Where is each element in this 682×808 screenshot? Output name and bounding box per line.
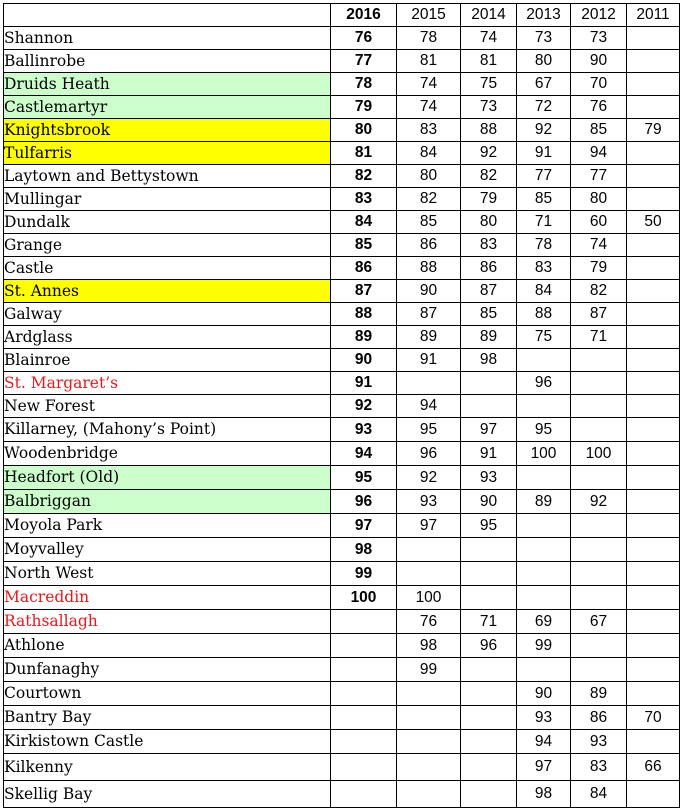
rank-cell-2016: 98 [331, 538, 397, 562]
rank-cell-2014 [461, 781, 517, 808]
table-row [4, 96, 680, 119]
rank-cell-2014: 88 [461, 119, 517, 142]
rank-cell-2012: 89 [571, 682, 627, 706]
rank-cell-2015 [397, 754, 461, 781]
rank-cell-2015 [397, 706, 461, 730]
table-row [4, 211, 680, 234]
rank-cell-2014: 71 [461, 610, 517, 634]
rank-cell-2013 [517, 349, 571, 372]
rank-cell-2013: 77 [517, 165, 571, 188]
rank-cell-2012 [571, 514, 627, 538]
course-name-cell: Tulfarris [4, 142, 331, 165]
rank-cell-2011: 50 [627, 211, 680, 234]
rank-cell-2012 [571, 634, 627, 658]
rank-cell-2015: 84 [397, 142, 461, 165]
rank-cell-2015 [397, 372, 461, 395]
rank-cell-2016: 90 [331, 349, 397, 372]
rank-cell-2012: 90 [571, 50, 627, 73]
rank-cell-2012: 83 [571, 754, 627, 781]
rank-cell-2011 [627, 27, 680, 50]
rank-cell-2013: 91 [517, 142, 571, 165]
rank-cell-2015: 85 [397, 211, 461, 234]
rank-cell-2011 [627, 257, 680, 280]
rank-cell-2012: 92 [571, 490, 627, 514]
rank-cell-2015: 89 [397, 326, 461, 349]
course-name-cell: New Forest [4, 395, 331, 418]
rank-cell-2014 [461, 730, 517, 754]
rank-cell-2013: 83 [517, 257, 571, 280]
rank-cell-2012: 73 [571, 27, 627, 50]
rank-cell-2012: 77 [571, 165, 627, 188]
table-row [4, 706, 680, 730]
rank-cell-2015 [397, 682, 461, 706]
rank-cell-2013: 75 [517, 326, 571, 349]
table-row [4, 188, 680, 211]
course-name-cell: Castlemartyr [4, 96, 331, 119]
rank-cell-2013: 94 [517, 730, 571, 754]
rank-cell-2011: 79 [627, 119, 680, 142]
rank-cell-2013: 84 [517, 280, 571, 303]
header-cell-2012: 2012 [571, 4, 627, 27]
table-row [4, 610, 680, 634]
rank-cell-2016: 84 [331, 211, 397, 234]
rank-cell-2013: 80 [517, 50, 571, 73]
rank-cell-2011 [627, 538, 680, 562]
rank-cell-2012 [571, 349, 627, 372]
rank-cell-2016: 92 [331, 395, 397, 418]
course-name-cell: Killarney, (Mahony’s Point) [4, 418, 331, 442]
course-name-cell: Kilkenny [4, 754, 331, 781]
header-row [4, 4, 680, 27]
rank-cell-2016: 97 [331, 514, 397, 538]
table-row [4, 466, 680, 490]
rank-cell-2013 [517, 395, 571, 418]
course-name-cell: Dundalk [4, 211, 331, 234]
rank-cell-2014: 96 [461, 634, 517, 658]
rank-cell-2012: 82 [571, 280, 627, 303]
rank-cell-2012: 76 [571, 96, 627, 119]
course-name-cell: Druids Heath [4, 73, 331, 96]
table-row [4, 119, 680, 142]
course-name-cell: North West [4, 562, 331, 586]
rank-cell-2011 [627, 658, 680, 682]
rank-cell-2011 [627, 730, 680, 754]
rank-cell-2011 [627, 188, 680, 211]
rank-cell-2011 [627, 634, 680, 658]
rank-cell-2016: 93 [331, 418, 397, 442]
rank-cell-2015: 94 [397, 395, 461, 418]
table-row [4, 73, 680, 96]
rank-cell-2014: 89 [461, 326, 517, 349]
rank-cell-2012 [571, 466, 627, 490]
rank-cell-2011 [627, 280, 680, 303]
table-row [4, 634, 680, 658]
rank-cell-2014: 86 [461, 257, 517, 280]
rank-cell-2015 [397, 538, 461, 562]
rank-cell-2016 [331, 754, 397, 781]
rank-cell-2011 [627, 96, 680, 119]
rank-cell-2012: 100 [571, 442, 627, 466]
rank-cell-2011 [627, 466, 680, 490]
course-name-cell: Kirkistown Castle [4, 730, 331, 754]
rank-cell-2015: 74 [397, 73, 461, 96]
course-name-cell: Knightsbrook [4, 119, 331, 142]
rank-cell-2012 [571, 586, 627, 610]
course-name-cell: Skellig Bay [4, 781, 331, 808]
rank-cell-2014: 98 [461, 349, 517, 372]
rank-cell-2014: 80 [461, 211, 517, 234]
rank-cell-2015: 93 [397, 490, 461, 514]
rank-cell-2016 [331, 682, 397, 706]
course-name-cell: Macreddin [4, 586, 331, 610]
rank-cell-2011 [627, 610, 680, 634]
rank-cell-2013 [517, 586, 571, 610]
rank-cell-2016: 100 [331, 586, 397, 610]
rank-cell-2011: 70 [627, 706, 680, 730]
rank-cell-2016: 80 [331, 119, 397, 142]
rank-cell-2016 [331, 658, 397, 682]
table-row [4, 165, 680, 188]
rank-cell-2014 [461, 395, 517, 418]
rank-cell-2013: 71 [517, 211, 571, 234]
rank-cell-2011 [627, 73, 680, 96]
rank-cell-2014: 81 [461, 50, 517, 73]
course-name-cell: Castle [4, 257, 331, 280]
table-row [4, 50, 680, 73]
rank-cell-2013 [517, 466, 571, 490]
rank-cell-2012: 85 [571, 119, 627, 142]
rank-cell-2012: 94 [571, 142, 627, 165]
rank-cell-2015: 76 [397, 610, 461, 634]
rank-cell-2011 [627, 303, 680, 326]
rank-cell-2013 [517, 514, 571, 538]
course-name-cell: Shannon [4, 27, 331, 50]
rank-cell-2012: 60 [571, 211, 627, 234]
rank-cell-2016: 89 [331, 326, 397, 349]
rank-cell-2014 [461, 372, 517, 395]
table-row [4, 538, 680, 562]
rank-cell-2015: 88 [397, 257, 461, 280]
rank-cell-2011 [627, 372, 680, 395]
rank-cell-2012 [571, 418, 627, 442]
rank-cell-2013 [517, 538, 571, 562]
course-name-cell: Laytown and Bettystown [4, 165, 331, 188]
rank-cell-2015: 74 [397, 96, 461, 119]
rank-cell-2011 [627, 349, 680, 372]
rank-cell-2016: 76 [331, 27, 397, 50]
rank-cell-2014: 75 [461, 73, 517, 96]
rank-cell-2012: 80 [571, 188, 627, 211]
rank-cell-2014 [461, 538, 517, 562]
rank-cell-2015 [397, 562, 461, 586]
rank-cell-2011 [627, 562, 680, 586]
rank-cell-2016: 78 [331, 73, 397, 96]
rank-cell-2013: 96 [517, 372, 571, 395]
table-row [4, 280, 680, 303]
rank-cell-2015: 82 [397, 188, 461, 211]
rank-cell-2014: 87 [461, 280, 517, 303]
course-name-cell: Moyola Park [4, 514, 331, 538]
rank-cell-2016: 94 [331, 442, 397, 466]
rank-cell-2016 [331, 610, 397, 634]
rank-cell-2015: 95 [397, 418, 461, 442]
course-name-cell: Courtown [4, 682, 331, 706]
rank-cell-2012 [571, 658, 627, 682]
rank-cell-2014: 79 [461, 188, 517, 211]
rank-cell-2014: 82 [461, 165, 517, 188]
rank-cell-2011 [627, 586, 680, 610]
rank-cell-2011 [627, 514, 680, 538]
rank-cell-2015: 92 [397, 466, 461, 490]
rank-cell-2016: 99 [331, 562, 397, 586]
rank-cell-2011 [627, 326, 680, 349]
rank-cell-2016: 79 [331, 96, 397, 119]
rank-cell-2012: 67 [571, 610, 627, 634]
rank-cell-2014 [461, 682, 517, 706]
rank-cell-2013: 92 [517, 119, 571, 142]
rank-cell-2014: 83 [461, 234, 517, 257]
header-cell-2015: 2015 [397, 4, 461, 27]
rank-cell-2016 [331, 730, 397, 754]
rank-cell-2015: 80 [397, 165, 461, 188]
table-row [4, 781, 680, 808]
rank-cell-2015: 98 [397, 634, 461, 658]
table-row [4, 27, 680, 50]
rank-cell-2015: 87 [397, 303, 461, 326]
rank-cell-2016: 96 [331, 490, 397, 514]
rank-cell-2012 [571, 395, 627, 418]
table-row [4, 442, 680, 466]
table-row [4, 257, 680, 280]
rank-cell-2015: 100 [397, 586, 461, 610]
table-row [4, 658, 680, 682]
rank-cell-2015: 90 [397, 280, 461, 303]
rank-cell-2016: 87 [331, 280, 397, 303]
golf-course-rankings-table [3, 3, 680, 808]
course-name-cell: Mullingar [4, 188, 331, 211]
rank-cell-2015: 81 [397, 50, 461, 73]
course-name-cell: St. Margaret’s [4, 372, 331, 395]
rank-cell-2011 [627, 682, 680, 706]
header-cell-2014: 2014 [461, 4, 517, 27]
rank-cell-2015: 91 [397, 349, 461, 372]
rank-cell-2014 [461, 706, 517, 730]
rank-cell-2012: 70 [571, 73, 627, 96]
header-cell-2011: 2011 [627, 4, 680, 27]
rank-cell-2013: 98 [517, 781, 571, 808]
rank-cell-2013: 69 [517, 610, 571, 634]
rank-cell-2015 [397, 781, 461, 808]
rank-cell-2016: 77 [331, 50, 397, 73]
table-row [4, 682, 680, 706]
course-name-cell: Grange [4, 234, 331, 257]
rank-cell-2011 [627, 142, 680, 165]
rank-cell-2014: 95 [461, 514, 517, 538]
rank-cell-2013: 89 [517, 490, 571, 514]
course-name-cell: Blainroe [4, 349, 331, 372]
rank-cell-2013: 67 [517, 73, 571, 96]
rank-cell-2013: 95 [517, 418, 571, 442]
course-name-cell: Ardglass [4, 326, 331, 349]
rank-cell-2016: 95 [331, 466, 397, 490]
rank-cell-2016: 86 [331, 257, 397, 280]
rank-cell-2011 [627, 781, 680, 808]
rank-cell-2016 [331, 634, 397, 658]
rank-cell-2015 [397, 730, 461, 754]
header-cell-2016: 2016 [331, 4, 397, 27]
rank-cell-2013: 88 [517, 303, 571, 326]
rank-cell-2013: 85 [517, 188, 571, 211]
table-row [4, 562, 680, 586]
rank-cell-2013 [517, 658, 571, 682]
rank-cell-2015: 96 [397, 442, 461, 466]
rank-cell-2011 [627, 234, 680, 257]
rank-cell-2012: 84 [571, 781, 627, 808]
table-row [4, 142, 680, 165]
table-row [4, 730, 680, 754]
rank-cell-2013: 97 [517, 754, 571, 781]
rank-cell-2012 [571, 562, 627, 586]
rank-cell-2016: 83 [331, 188, 397, 211]
rank-cell-2014: 91 [461, 442, 517, 466]
table-row [4, 754, 680, 781]
rank-cell-2012: 93 [571, 730, 627, 754]
table-row [4, 395, 680, 418]
rank-cell-2016 [331, 781, 397, 808]
table-row [4, 372, 680, 395]
rank-cell-2011 [627, 50, 680, 73]
rank-cell-2013 [517, 562, 571, 586]
rank-cell-2012: 87 [571, 303, 627, 326]
header-cell-2013: 2013 [517, 4, 571, 27]
rank-cell-2014: 90 [461, 490, 517, 514]
course-name-cell: Galway [4, 303, 331, 326]
rank-cell-2011 [627, 442, 680, 466]
course-name-cell: Woodenbridge [4, 442, 331, 466]
rank-cell-2013: 78 [517, 234, 571, 257]
rank-cell-2013: 93 [517, 706, 571, 730]
table-row [4, 418, 680, 442]
rank-cell-2012 [571, 538, 627, 562]
rank-cell-2013: 100 [517, 442, 571, 466]
rank-cell-2013: 72 [517, 96, 571, 119]
table-row [4, 514, 680, 538]
rank-cell-2014: 93 [461, 466, 517, 490]
rank-cell-2011 [627, 165, 680, 188]
rank-cell-2014: 73 [461, 96, 517, 119]
rank-cell-2012: 71 [571, 326, 627, 349]
rank-cell-2014 [461, 562, 517, 586]
table-row [4, 303, 680, 326]
rank-cell-2016 [331, 706, 397, 730]
course-name-cell: Ballinrobe [4, 50, 331, 73]
course-name-cell: Headfort (Old) [4, 466, 331, 490]
course-name-cell: Balbriggan [4, 490, 331, 514]
course-name-cell: Rathsallagh [4, 610, 331, 634]
course-name-cell: Moyvalley [4, 538, 331, 562]
rank-cell-2015: 99 [397, 658, 461, 682]
table-row [4, 586, 680, 610]
rank-cell-2012 [571, 372, 627, 395]
rank-cell-2015: 83 [397, 119, 461, 142]
rank-cell-2013: 99 [517, 634, 571, 658]
rank-cell-2014 [461, 754, 517, 781]
rank-cell-2011 [627, 395, 680, 418]
rank-cell-2015: 97 [397, 514, 461, 538]
rank-cell-2015: 86 [397, 234, 461, 257]
table-row [4, 326, 680, 349]
rank-cell-2016: 91 [331, 372, 397, 395]
rank-cell-2013: 73 [517, 27, 571, 50]
rank-cell-2016: 88 [331, 303, 397, 326]
rank-cell-2012: 86 [571, 706, 627, 730]
rank-cell-2014 [461, 586, 517, 610]
rank-cell-2014 [461, 658, 517, 682]
rank-cell-2014: 74 [461, 27, 517, 50]
table-row [4, 490, 680, 514]
rank-cell-2016: 82 [331, 165, 397, 188]
rank-cell-2016: 85 [331, 234, 397, 257]
rank-cell-2013: 90 [517, 682, 571, 706]
table-row [4, 349, 680, 372]
rank-cell-2011 [627, 418, 680, 442]
rank-cell-2011: 66 [627, 754, 680, 781]
rank-cell-2015: 78 [397, 27, 461, 50]
rank-cell-2012: 74 [571, 234, 627, 257]
rank-cell-2011 [627, 490, 680, 514]
rank-cell-2016: 81 [331, 142, 397, 165]
rank-cell-2012: 79 [571, 257, 627, 280]
course-name-cell: Bantry Bay [4, 706, 331, 730]
rank-cell-2014: 92 [461, 142, 517, 165]
course-name-cell: Dunfanaghy [4, 658, 331, 682]
course-name-cell: St. Annes [4, 280, 331, 303]
rank-cell-2014: 97 [461, 418, 517, 442]
table-row [4, 234, 680, 257]
header-cell-label [4, 4, 331, 27]
rank-cell-2014: 85 [461, 303, 517, 326]
course-name-cell: Athlone [4, 634, 331, 658]
